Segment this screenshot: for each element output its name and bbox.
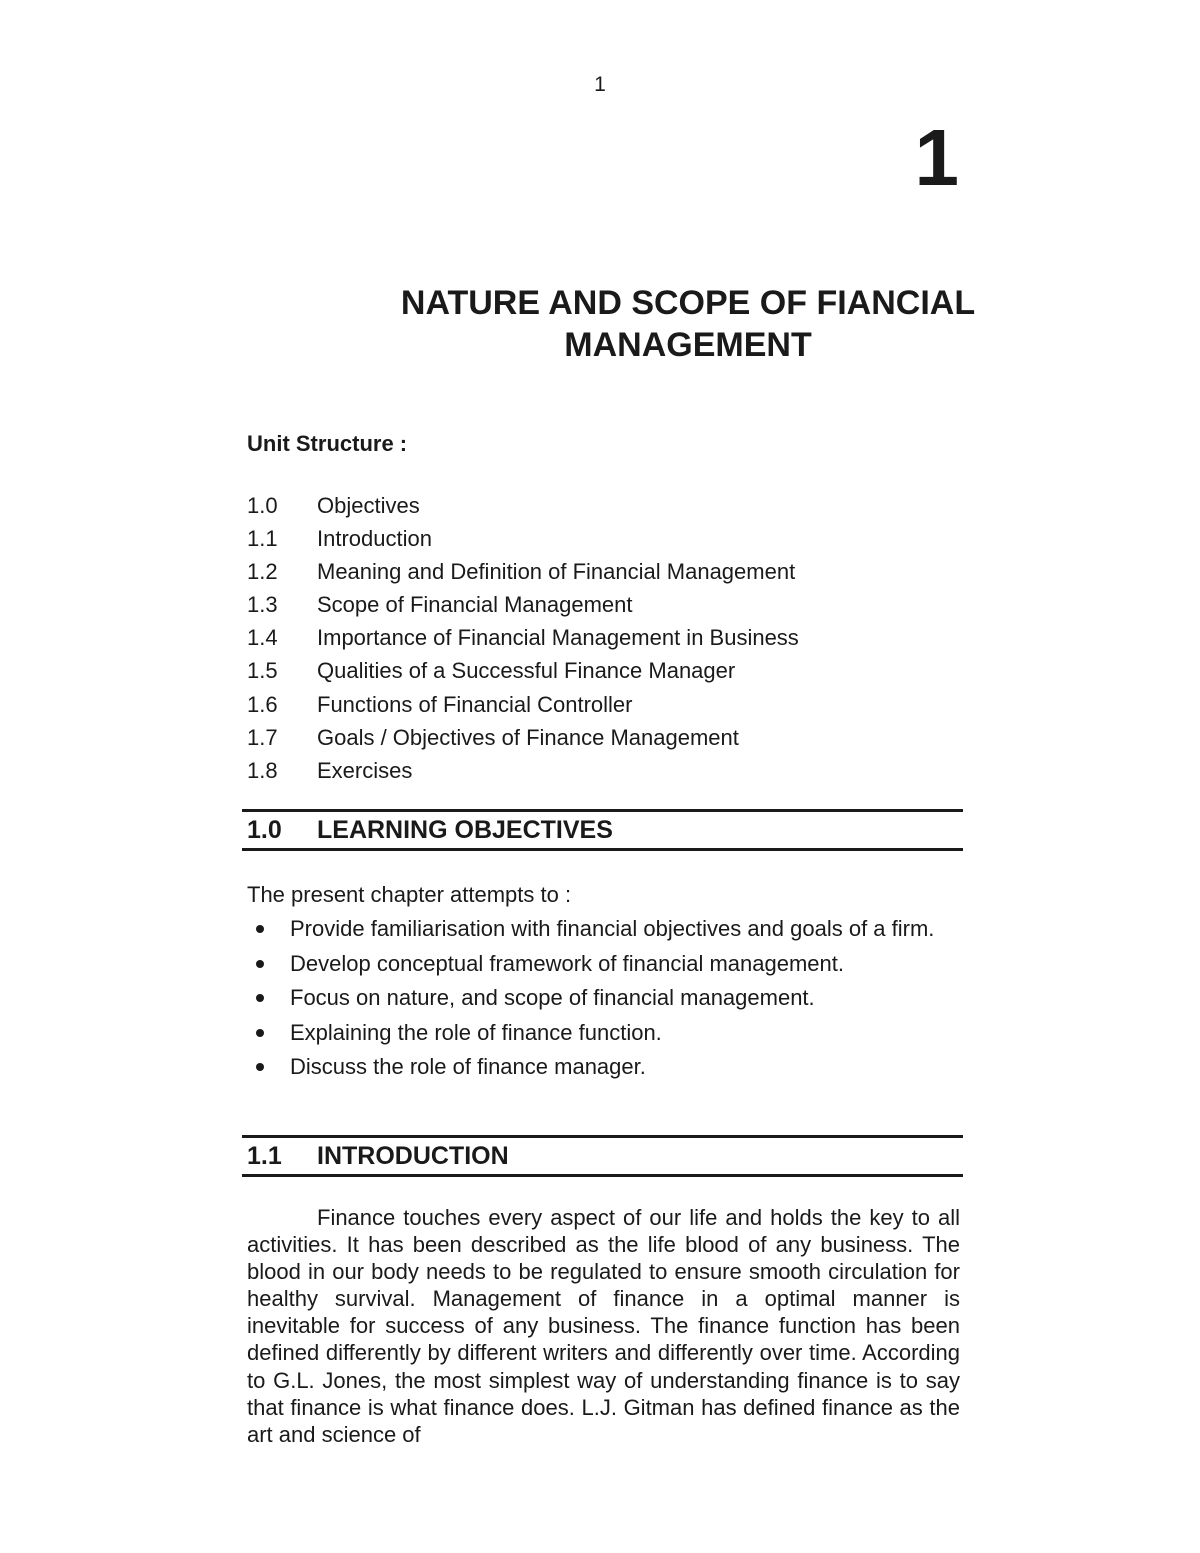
bullet-icon [256, 994, 264, 1002]
list-item [247, 950, 960, 977]
section-title: LEARNING OBJECTIVES [317, 816, 613, 844]
bullet-text: Discuss the role of finance manager. [290, 1054, 646, 1079]
bullet-icon [256, 960, 264, 968]
objectives-bullet-list [247, 915, 960, 1088]
bullet-icon [256, 925, 264, 933]
chapter-title [300, 282, 1076, 366]
toc-item-title: Goals / Objectives of Finance Management [317, 724, 739, 750]
list-item [247, 984, 960, 1011]
bullet-text: Develop conceptual framework of financial management. [290, 950, 844, 976]
toc-item-title: Qualities of a Successful Finance Manager [317, 658, 736, 684]
toc-item-title: Functions of Financial Controller [317, 691, 633, 717]
toc-item-number: 1.3 [247, 592, 278, 618]
bullet-text: Explaining the role of finance function. [290, 1019, 662, 1045]
chapter-title-line-2: MANAGEMENT [564, 326, 812, 364]
list-item [247, 756, 967, 789]
list-item [247, 1053, 960, 1080]
list-item [247, 723, 967, 756]
section-number: 1.0 [247, 816, 282, 844]
section-title: INTRODUCTION [317, 1142, 509, 1170]
bullet-text: Focus on nature, and scope of financial management. [290, 985, 815, 1010]
list-item [247, 524, 967, 557]
toc-item-number: 1.4 [247, 625, 278, 651]
list-item [247, 1019, 960, 1046]
toc-item-number: 1.5 [247, 658, 278, 684]
toc-item-title: Exercises [317, 757, 413, 783]
list-item [247, 690, 967, 723]
list-item [247, 915, 960, 942]
toc-item-title: Introduction [317, 526, 432, 552]
bullet-text: Provide familiarisation with financial objectives and goals of a firm. [290, 916, 935, 941]
toc-item-number: 1.6 [247, 691, 278, 717]
list-item [247, 557, 967, 590]
chapter-number: 1 [914, 113, 959, 202]
toc-item-number: 1.0 [247, 493, 278, 518]
toc-item-number: 1.1 [247, 526, 278, 552]
list-item [247, 491, 967, 524]
toc-item-number: 1.7 [247, 724, 278, 750]
toc-item-number: 1.8 [247, 757, 278, 783]
objectives-intro-text: The present chapter attempts to : [247, 882, 572, 907]
toc-item-number: 1.2 [247, 559, 278, 585]
list-item [247, 623, 967, 656]
unit-structure-label: Unit Structure : [247, 431, 408, 456]
page-number: 1 [594, 73, 606, 96]
section-heading-learning-objectives [242, 809, 963, 851]
list-item [247, 590, 967, 623]
toc-item-title: Scope of Financial Management [317, 592, 633, 618]
toc-item-title: Importance of Financial Management in Business [317, 625, 799, 651]
introduction-paragraph: Finance touches every aspect of our life and holds the key to all activities. It has been described as the life blood of any business. The blood in our body needs to be regulated to ensure smooth circulation for healthy survival. Management of finance in a optimal manner is inevitable for success of any business. The finance function has been defined differently by different writers and differently over time. According to G.L. Jones, the most simplest way of understanding finance is to say that finance is what finance does. L.J. Gitman has defined finance as the art and science of [247, 1205, 960, 1447]
section-number: 1.1 [247, 1142, 282, 1170]
toc-item-title: Meaning and Definition of Financial Management [317, 559, 796, 585]
bullet-icon [256, 1029, 264, 1037]
bullet-icon [256, 1063, 264, 1071]
section-heading-introduction [242, 1135, 963, 1177]
unit-structure-list [247, 491, 967, 789]
chapter-title-line-1: NATURE AND SCOPE OF FIANCIAL [400, 284, 976, 322]
toc-item-title: Objectives [317, 493, 420, 518]
list-item [247, 656, 967, 689]
